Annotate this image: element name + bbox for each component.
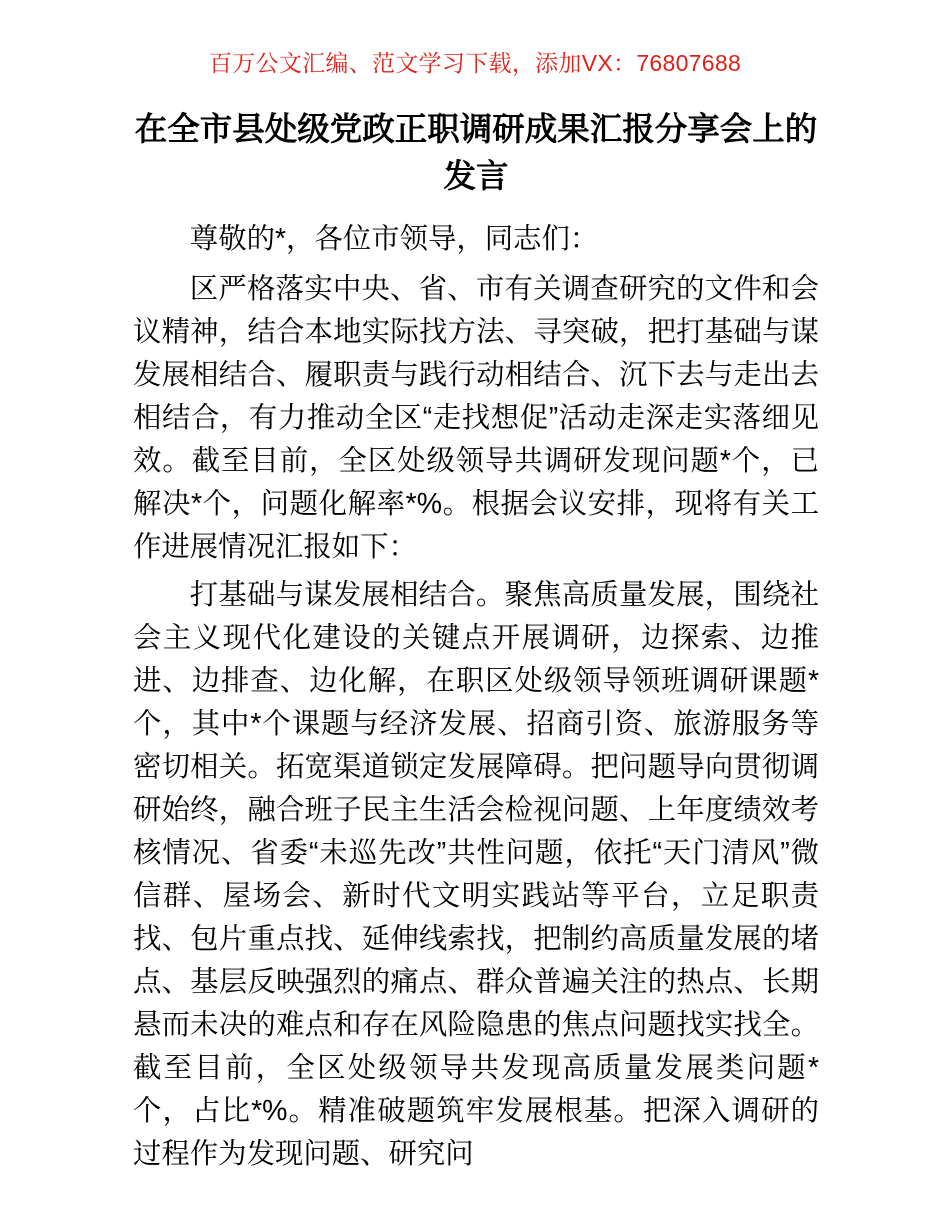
page-title: 在全市县处级党政正职调研成果汇报分享会上的发言 [134, 111, 818, 194]
body-paragraph-2: 打基础与谋发展相结合。聚焦高质量发展，围绕社会主义现代化建设的关键点开展调研，边探索、边推进、边排查、边化解，在职区处级领导领班调研课题*个，其中*个课题与经济发展、招商引资、旅游服务等密切相关。拓宽渠道锁定发展障碍。把问题导向贯彻调研始终，融合班子民主生活会检视问题、上年度绩效考核情况、省委“未巡先改”共性问题，依托“天门清风”微信群、屋场会、新时代文明实践站等平台，立足职责找、包片重点找、延伸线索找，把制约高质量发展的堵点、基层反映强烈的痛点、群众普遍关注的热点、长期悬而未决的难点和存在风险隐患的焦点问题找实找全。截至目前，全区处级领导共发现高质量发展类问题*个，占比*%。精准破题筑牢发展根基。把深入调研的过程作为发现问题、研究问 [133, 579, 819, 1170]
body-paragraph-1: 区严格落实中央、省、市有关调查研究的文件和会议精神，结合本地实际找方法、寻突破，把打基础与谋发展相结合、履职责与践行动相结合、沉下去与走出去相结合，有力推动全区“走找想促”活动走深走实落细见效。截至目前，全区处级领导共调研发现问题*个，已解决*个，问题化解率*%。根据会议安排，现将有关工作进展情况汇报如下： [133, 273, 819, 563]
promo-text: 百万公文汇编、范文学习下载，添加VX：76807688 [208, 50, 742, 76]
salutation-paragraph: 尊敬的*，各位市领导，同志们： [189, 223, 599, 255]
document-body [133, 106, 819, 1177]
promo-banner [0, 52, 950, 75]
